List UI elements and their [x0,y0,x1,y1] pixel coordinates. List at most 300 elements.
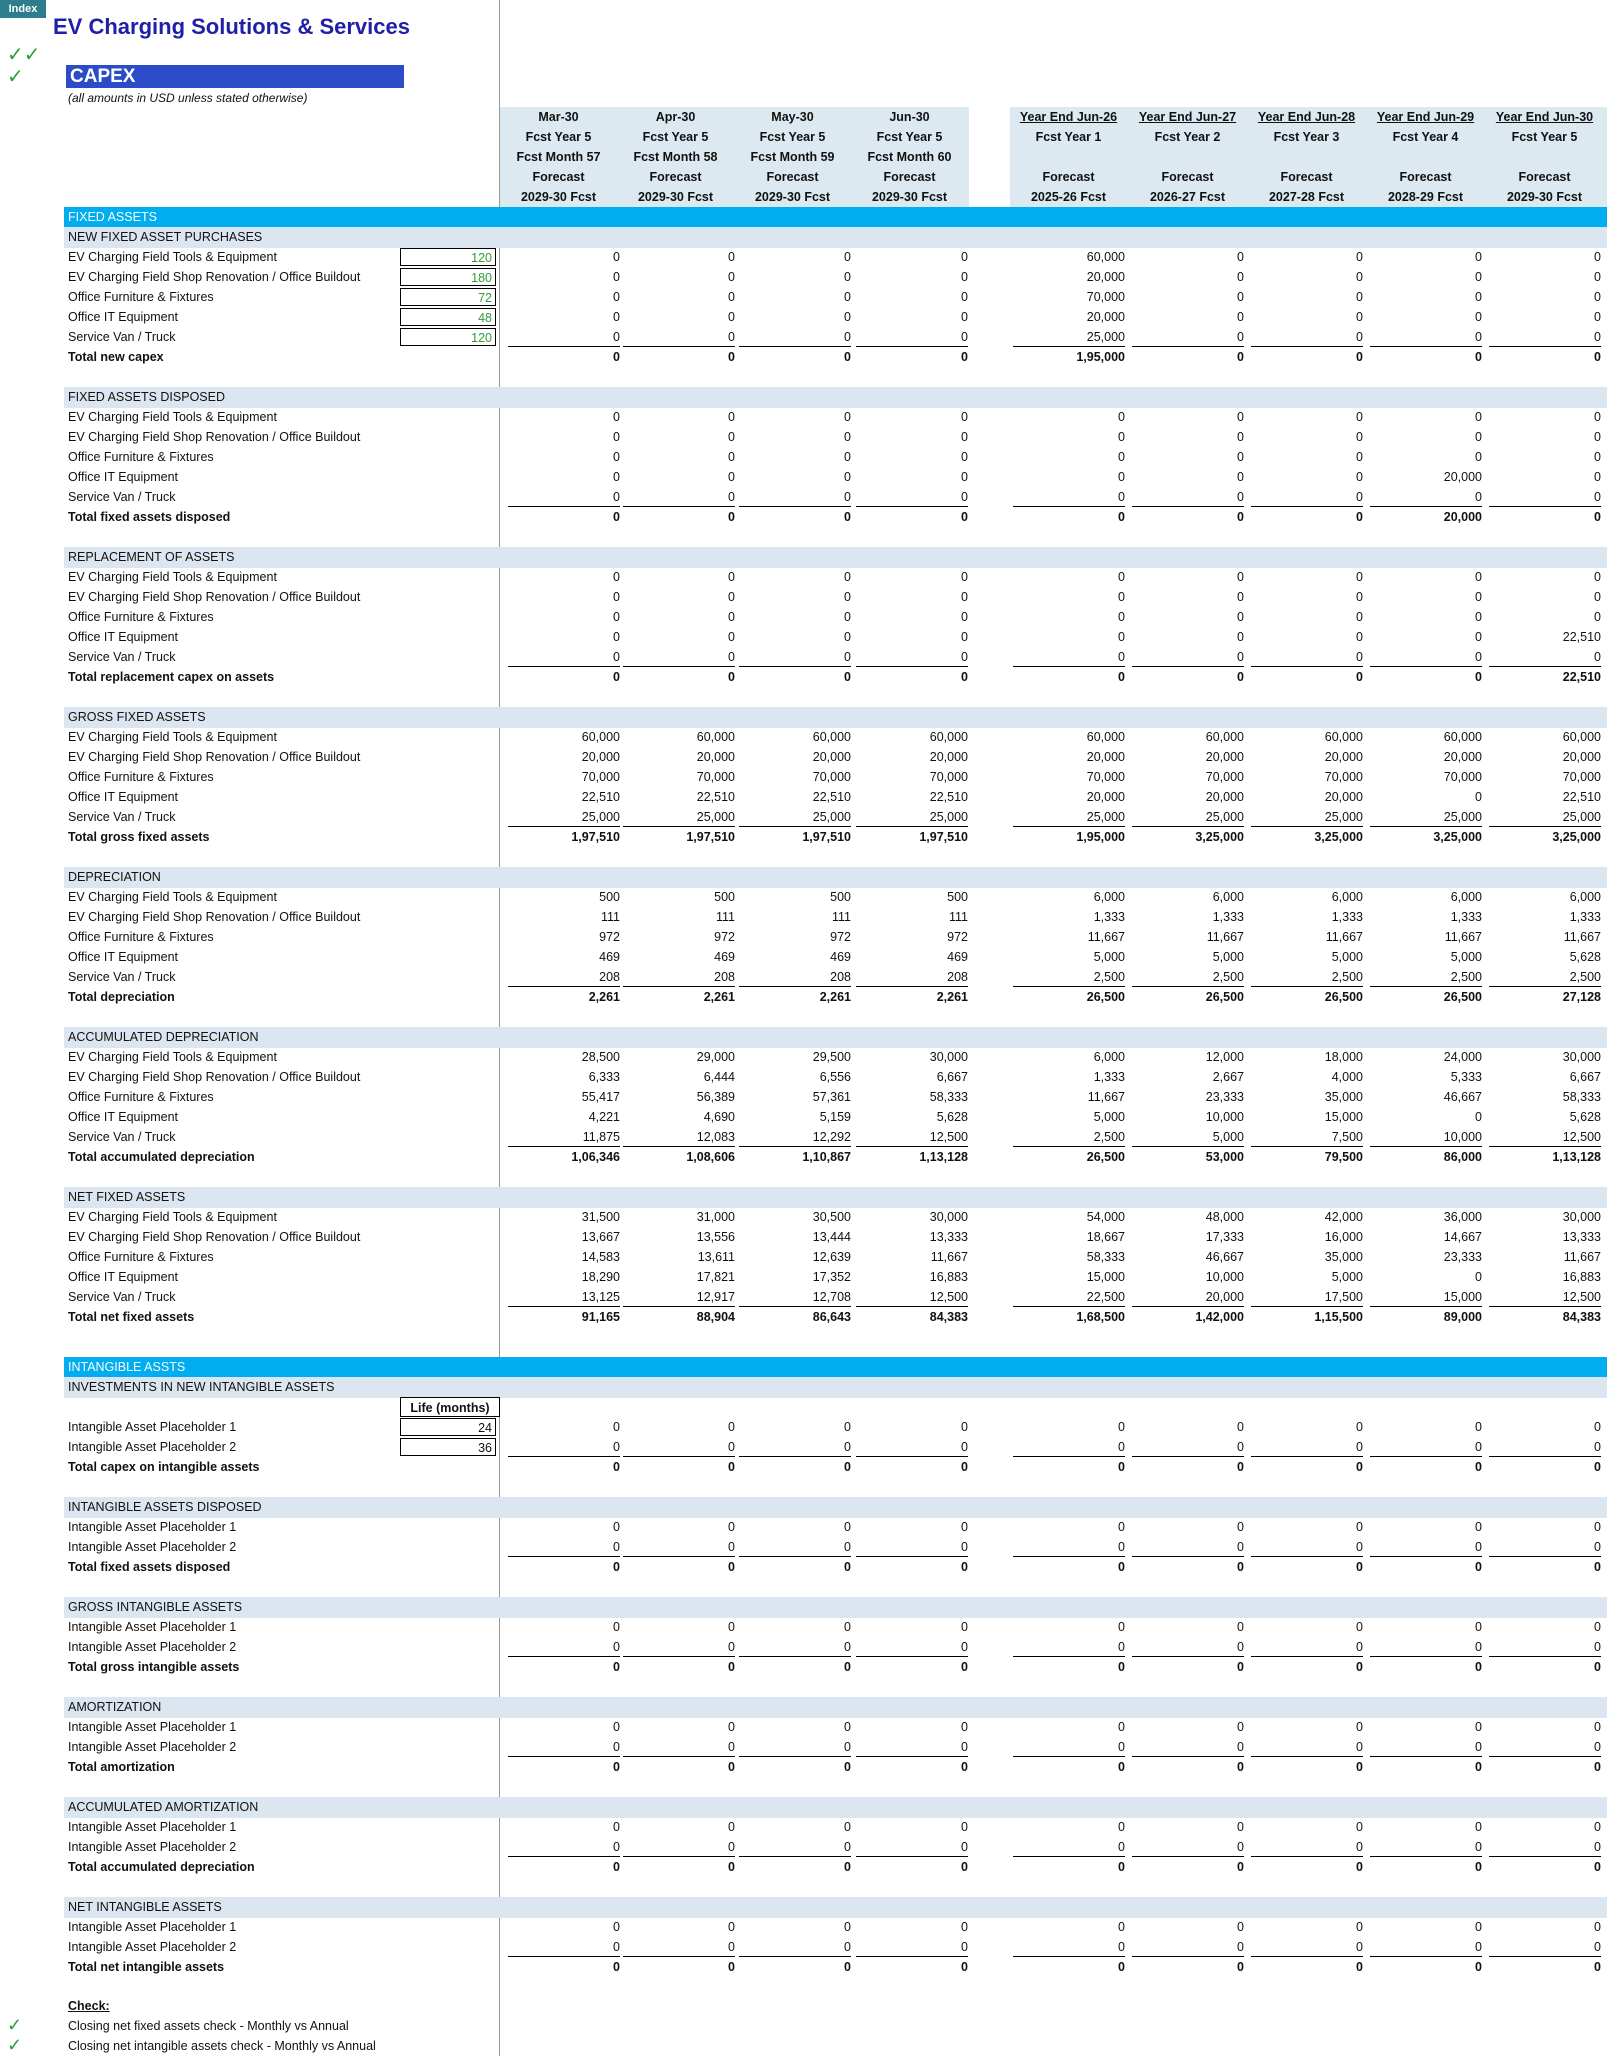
useful-life-input[interactable]: 180 [400,268,496,286]
index-button[interactable]: Index [0,0,46,18]
value-cell: 0 [1594,510,1601,524]
value-cell: 0 [1370,327,1482,347]
value-cell: 25,000 [1013,807,1125,827]
value-cell: 0 [1594,610,1601,624]
value-cell: 15,000 [1370,1287,1482,1307]
value-cell: 35,000 [1324,1090,1363,1104]
value-cell: 0 [728,1520,735,1534]
sheet-title: CAPEX [66,65,404,88]
value-cell: 0 [1251,327,1363,347]
value-cell: 0 [1356,310,1363,324]
value-cell: 0 [961,290,968,304]
value-cell: 0 [623,1737,735,1757]
section-header [64,1027,1607,1048]
value-cell: 70,000 [1086,290,1125,304]
value-cell: 0 [1356,1420,1363,1434]
column-header-line: Forecast [883,170,936,184]
value-cell: 0 [1475,350,1482,364]
value-cell: 208 [739,967,851,987]
value-cell: 0 [1118,610,1125,624]
table-row [0,747,1607,767]
value-cell: 5,000 [1331,950,1363,964]
value-cell: 0 [1594,1520,1601,1534]
value-cell: 0 [1356,630,1363,644]
value-cell: 13,125 [508,1287,620,1307]
value-cell: 11,667 [930,1250,968,1264]
value-cell: 0 [1475,1560,1482,1574]
total-row [0,827,1607,847]
table-row [0,1617,1607,1637]
value-cell: 48,000 [1205,1210,1244,1224]
value-cell: 12,292 [739,1127,851,1147]
row-label: Service Van / Truck [68,810,176,824]
value-cell: 55,417 [581,1090,620,1104]
value-cell: 0 [739,1837,851,1857]
value-cell: 6,000 [1093,890,1125,904]
row-label: Intangible Asset Placeholder 1 [68,1520,237,1534]
value-cell: 0 [1237,1660,1244,1674]
value-cell: 0 [613,250,620,264]
value-cell: 25,000 [623,807,735,827]
value-cell: 0 [1237,630,1244,644]
value-cell: 0 [739,1937,851,1957]
value-cell: 0 [1475,430,1482,444]
value-cell: 4,221 [588,1110,620,1124]
row-label: Intangible Asset Placeholder 1 [68,1420,237,1434]
column-header-line [1367,147,1484,167]
value-cell: 111 [948,910,968,924]
row-label: EV Charging Field Tools & Equipment [68,730,277,744]
value-cell: 25,000 [1013,327,1125,347]
value-cell: 0 [1356,430,1363,444]
total-row [0,1557,1607,1577]
value-cell: 0 [844,250,851,264]
value-cell: 0 [1370,1737,1482,1757]
value-cell: 70,000 [696,770,735,784]
value-cell: 208 [856,967,968,987]
value-cell: 0 [1237,310,1244,324]
value-cell: 13,333 [1562,1230,1601,1244]
value-cell: 23,333 [1205,1090,1244,1104]
column-header [1367,107,1484,207]
value-cell: 0 [1370,1637,1482,1657]
value-cell: 30,000 [1562,1050,1601,1064]
value-cell: 29,500 [812,1050,851,1064]
column-header-line: Fcst Month 57 [516,150,601,164]
check-icon: ✓ [7,2015,23,2035]
value-cell: 0 [1132,1837,1244,1857]
row-label: Intangible Asset Placeholder 2 [68,1840,237,1854]
value-cell: 0 [1132,1937,1244,1957]
total-row [0,507,1607,527]
section-header [64,1897,1607,1918]
value-cell: 1,333 [1450,910,1482,924]
value-cell: 88,904 [696,1310,735,1324]
total-row [0,1857,1607,1877]
column-header-line: Jun-30 [889,110,930,124]
value-cell: 0 [1370,1437,1482,1457]
value-cell: 0 [1356,1560,1363,1574]
value-cell: 60,000 [1086,250,1125,264]
value-cell: 0 [623,1437,735,1457]
value-cell: 0 [1356,1860,1363,1874]
value-cell: 469 [714,950,735,964]
value-cell: 0 [856,1937,968,1957]
column-header-line: Mar-30 [538,110,579,124]
value-cell: 0 [1356,1720,1363,1734]
value-cell: 0 [1489,1437,1601,1457]
value-cell: 29,000 [696,1050,735,1064]
column-header-line: 2029-30 Fcst [520,190,597,204]
value-cell: 25,000 [739,807,851,827]
value-cell: 0 [1356,1460,1363,1474]
value-cell: 6,444 [703,1070,735,1084]
value-cell: 0 [1118,1820,1125,1834]
value-cell: 20,000 [1324,750,1363,764]
value-cell: 0 [961,1620,968,1634]
value-cell: 0 [739,1437,851,1457]
value-cell: 0 [1475,610,1482,624]
value-cell: 0 [1356,510,1363,524]
row-label: Intangible Asset Placeholder 2 [68,1440,237,1454]
value-cell: 18,000 [1324,1050,1363,1064]
value-cell: 0 [844,610,851,624]
row-label: Intangible Asset Placeholder 2 [68,1640,237,1654]
value-cell: 0 [844,510,851,524]
value-cell: 0 [1356,590,1363,604]
value-cell: 0 [1475,270,1482,284]
table-row [0,1417,1607,1437]
table-row [0,1087,1607,1107]
value-cell: 0 [961,450,968,464]
table-row [0,1067,1607,1087]
value-cell: 0 [1475,1720,1482,1734]
value-cell: 0 [844,1960,851,1974]
table-row [0,1837,1607,1857]
table-row [0,267,1607,287]
value-cell: 70,000 [1205,770,1244,784]
useful-life-input[interactable]: 72 [400,288,496,306]
section-header [64,387,1607,408]
value-cell: 0 [1013,487,1125,507]
table-row [0,787,1607,807]
value-cell: 0 [1489,1537,1601,1557]
value-cell: 20,000 [1086,750,1125,764]
value-cell: 0 [613,1720,620,1734]
value-cell: 0 [1237,250,1244,264]
value-cell: 0 [613,630,620,644]
column-header-line: Fcst Year 5 [759,130,826,144]
value-cell: 0 [613,410,620,424]
column-header-line: Fcst Year 5 [525,130,592,144]
value-cell: 0 [961,630,968,644]
column-header [1248,107,1365,207]
section-title: REPLACEMENT OF ASSETS [68,550,235,564]
value-cell: 0 [728,1820,735,1834]
value-cell: 0 [1237,670,1244,684]
value-cell: 0 [1237,1720,1244,1734]
value-cell: 0 [1237,1820,1244,1834]
table-row [0,1937,1607,1957]
value-cell: 6,667 [1569,1070,1601,1084]
value-cell: 0 [739,1737,851,1757]
row-label: Total fixed assets disposed [68,510,231,524]
value-cell: 10,000 [1205,1110,1244,1124]
value-cell: 0 [1370,1937,1482,1957]
value-cell: 0 [1475,1620,1482,1634]
value-cell: 1,06,346 [571,1150,620,1164]
value-cell: 0 [508,1937,620,1957]
value-cell: 0 [623,1637,735,1657]
table-row [0,407,1607,427]
value-cell: 0 [508,1437,620,1457]
value-cell: 0 [1356,450,1363,464]
value-cell: 0 [508,1837,620,1857]
value-cell: 0 [961,570,968,584]
value-cell: 0 [1251,1837,1363,1857]
value-cell: 5,000 [1212,950,1244,964]
value-cell: 0 [728,1720,735,1734]
value-cell: 70,000 [1562,770,1601,784]
value-cell: 0 [1594,1920,1601,1934]
value-cell: 11,667 [1325,930,1363,944]
value-cell: 0 [844,1720,851,1734]
row-label: EV Charging Field Shop Renovation / Office Buildout [68,1230,361,1244]
value-cell: 0 [728,1660,735,1674]
value-cell: 0 [1118,1420,1125,1434]
value-cell: 25,000 [1370,807,1482,827]
row-label: EV Charging Field Shop Renovation / Office Buildout [68,910,361,924]
section-header [64,1377,1607,1398]
value-cell: 13,556 [696,1230,735,1244]
value-cell: 0 [1118,1760,1125,1774]
value-cell: 7,500 [1251,1127,1363,1147]
table-row [0,1717,1607,1737]
section-title: NET FIXED ASSETS [68,1190,186,1204]
value-cell: 0 [728,1960,735,1974]
value-cell: 0 [844,570,851,584]
row-label: Service Van / Truck [68,1130,176,1144]
value-cell: 0 [508,487,620,507]
value-cell: 0 [961,1720,968,1734]
value-cell: 25,000 [1132,807,1244,827]
useful-life-input[interactable]: 48 [400,308,496,326]
column-header-line: Forecast [1399,170,1452,184]
value-cell: 27,128 [1562,990,1601,1004]
value-cell: 0 [1251,647,1363,667]
value-cell: 0 [844,270,851,284]
value-cell: 0 [961,610,968,624]
value-cell: 14,667 [1443,1230,1482,1244]
table-row [0,887,1607,907]
value-cell: 0 [1594,290,1601,304]
table-row [0,967,1607,987]
value-cell: 84,383 [929,1310,968,1324]
value-cell: 0 [1475,1860,1482,1874]
value-cell: 18,290 [581,1270,620,1284]
row-label: Office Furniture & Fixtures [68,450,214,464]
column-header-line [1248,147,1365,167]
value-cell: 0 [961,1920,968,1934]
value-cell: 0 [1594,350,1601,364]
value-cell: 0 [1356,290,1363,304]
total-row [0,1147,1607,1167]
row-label: Office Furniture & Fixtures [68,930,214,944]
column-header-line: 2029-30 Fcst [1506,190,1583,204]
total-row [0,1307,1607,1327]
value-cell: 13,333 [929,1230,968,1244]
value-cell: 0 [1594,1820,1601,1834]
total-row [0,667,1607,687]
value-cell: 208 [623,967,735,987]
value-cell: 0 [1475,450,1482,464]
value-cell: 0 [728,1560,735,1574]
column-header-line: Fcst Month 58 [633,150,718,164]
value-cell: 13,444 [812,1230,851,1244]
value-cell: 0 [844,430,851,444]
value-cell: 0 [1356,350,1363,364]
fixed-assets-band [64,207,1607,227]
value-cell: 0 [1356,610,1363,624]
check-line: Closing net intangible assets check - Monthly vs Annual [68,2039,376,2053]
value-cell: 5,628 [1569,950,1601,964]
table-row [0,307,1607,327]
value-cell: 0 [1251,1637,1363,1657]
row-label: Service Van / Truck [68,330,176,344]
section-header [64,1797,1607,1818]
value-cell: 30,500 [812,1210,851,1224]
value-cell: 6,000 [1212,890,1244,904]
value-cell: 1,333 [1093,910,1125,924]
value-cell: 0 [1237,470,1244,484]
value-cell: 0 [1594,1460,1601,1474]
value-cell: 89,000 [1443,1310,1482,1324]
value-cell: 60,000 [696,730,735,744]
value-cell: 31,000 [696,1210,735,1224]
value-cell: 60,000 [929,730,968,744]
value-cell: 469 [947,950,968,964]
value-cell: 1,97,510 [919,830,968,844]
value-cell: 22,510 [581,790,620,804]
value-cell: 20,000 [1086,270,1125,284]
value-cell: 0 [1475,290,1482,304]
row-label: Intangible Asset Placeholder 2 [68,1540,237,1554]
value-cell: 3,25,000 [1195,830,1244,844]
value-cell: 0 [1356,1660,1363,1674]
value-cell: 0 [623,1537,735,1557]
column-header-line: Apr-30 [655,110,696,124]
band-label: INTANGIBLE ASSTS [68,1360,186,1374]
value-cell: 0 [728,1920,735,1934]
value-cell: 26,500 [1205,990,1244,1004]
value-cell: 0 [1237,350,1244,364]
useful-life-input[interactable]: 36 [400,1438,496,1456]
value-cell: 0 [1475,410,1482,424]
value-cell: 0 [856,1537,968,1557]
value-cell: 0 [844,1620,851,1634]
value-cell: 0 [856,1737,968,1757]
column-header-line: Fcst Month 59 [750,150,835,164]
table-row [0,247,1607,267]
value-cell: 0 [1118,430,1125,444]
value-cell: 0 [739,1637,851,1657]
value-cell: 4,000 [1331,1070,1363,1084]
row-label: EV Charging Field Tools & Equipment [68,410,277,424]
value-cell: 0 [1489,1937,1601,1957]
value-cell: 0 [1356,410,1363,424]
value-cell: 0 [728,270,735,284]
row-label: Intangible Asset Placeholder 2 [68,1940,237,1954]
value-cell: 0 [1132,1437,1244,1457]
value-cell: 0 [856,487,968,507]
value-cell: 0 [1237,290,1244,304]
value-cell: 1,333 [1569,910,1601,924]
value-cell: 0 [1594,270,1601,284]
value-cell: 30,000 [1562,1210,1601,1224]
section-title: INVESTMENTS IN NEW INTANGIBLE ASSETS [68,1380,335,1394]
value-cell: 0 [1118,1620,1125,1634]
value-cell: 11,667 [1206,930,1244,944]
value-cell: 0 [1013,1537,1125,1557]
total-row [0,1957,1607,1977]
value-cell: 86,000 [1443,1150,1482,1164]
row-label: Total gross intangible assets [68,1660,240,1674]
value-cell: 0 [856,1437,968,1457]
units-note: (all amounts in USD unless stated otherwise) [68,91,308,105]
value-cell: 0 [1237,570,1244,584]
value-cell: 84,383 [1562,1310,1601,1324]
check-icon: ✓ [7,2035,23,2055]
value-cell: 0 [961,1960,968,1974]
value-cell: 22,510 [929,790,968,804]
value-cell: 0 [1489,1737,1601,1757]
section-title: ACCUMULATED AMORTIZATION [68,1800,259,1814]
value-cell: 25,000 [1489,807,1601,827]
value-cell: 0 [1118,1960,1125,1974]
value-cell: 70,000 [812,770,851,784]
value-cell: 500 [947,890,968,904]
column-header [1010,107,1127,207]
value-cell: 20,000 [1443,510,1482,524]
column-header [617,107,734,207]
table-row [0,1047,1607,1067]
section-header [64,867,1607,888]
value-cell: 208 [508,967,620,987]
row-label: Total replacement capex on assets [68,670,275,684]
value-cell: 11,667 [1087,930,1125,944]
column-header [500,107,617,207]
value-cell: 0 [613,1760,620,1774]
useful-life-input[interactable]: 120 [400,328,496,346]
value-cell: 5,000 [1093,1110,1125,1124]
value-cell: 20,000 [1562,750,1601,764]
column-header-line: Forecast [1280,170,1333,184]
value-cell: 16,883 [1562,1270,1601,1284]
useful-life-input[interactable]: 24 [400,1418,496,1436]
page-title: EV Charging Solutions & Services [53,14,410,39]
value-cell: 11,667 [1563,1250,1601,1264]
value-cell: 0 [739,487,851,507]
useful-life-input[interactable]: 120 [400,248,496,266]
value-cell: 0 [1118,590,1125,604]
value-cell: 0 [1356,1820,1363,1834]
value-cell: 0 [856,1637,968,1657]
value-cell: 0 [508,1537,620,1557]
value-cell: 5,000 [1331,1270,1363,1284]
status-check-icon: ✓✓ ✓ [7,44,41,88]
total-row [0,1757,1607,1777]
column-header [1129,107,1246,207]
